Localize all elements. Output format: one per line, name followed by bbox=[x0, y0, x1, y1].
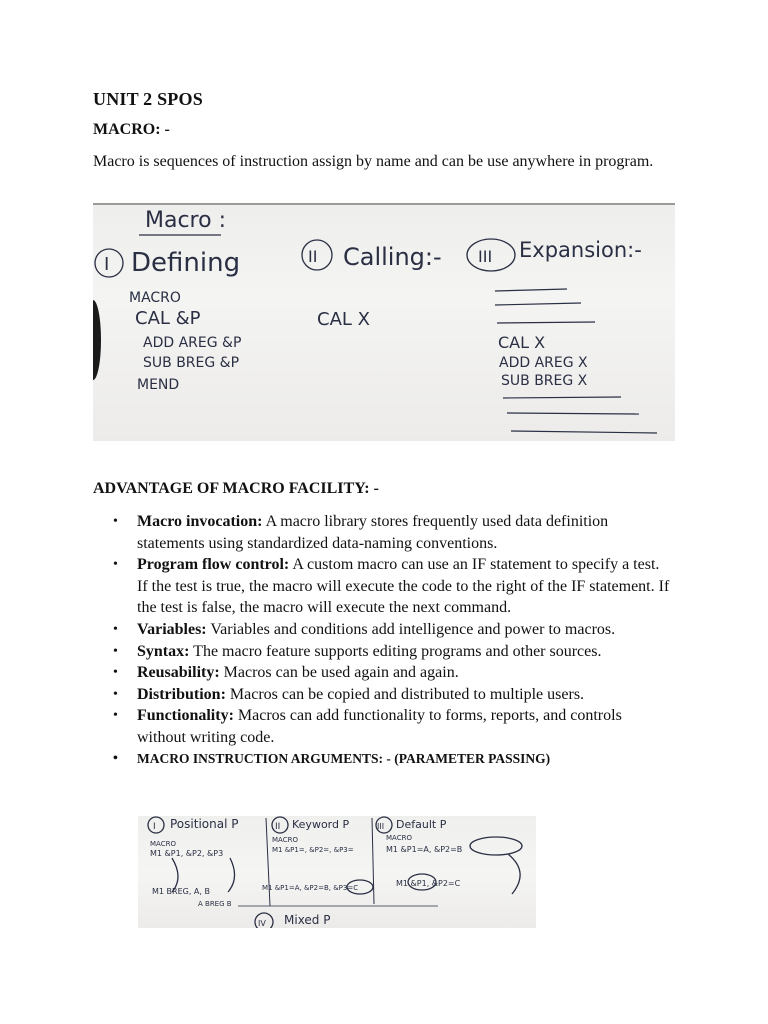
list-item-text: Variables and conditions add intelligence and power to macros. bbox=[206, 620, 616, 638]
list-item-term: Functionality: bbox=[137, 707, 234, 725]
advantages-list bbox=[93, 511, 673, 769]
wb1-calling-numeral: II bbox=[308, 247, 318, 266]
wb2-positional-line-1: MACRO bbox=[150, 840, 176, 848]
wb2-default-line-1: MACRO bbox=[386, 834, 412, 842]
wb2-default-label: Default P bbox=[396, 818, 447, 831]
list-item-term: Program flow control: bbox=[137, 556, 290, 574]
wb1-defining-line-2: CAL &P bbox=[135, 308, 201, 329]
wb1-defining-line-5: MEND bbox=[137, 377, 180, 393]
wb1-expansion-numeral: III bbox=[478, 247, 493, 266]
list-item bbox=[93, 705, 673, 748]
wb1-expansion-line-1: CAL X bbox=[498, 333, 546, 352]
list-item-term: Macro invocation: bbox=[137, 513, 263, 530]
list-item-text: Macros can be copied and distributed to multiple users. bbox=[225, 685, 585, 703]
wb1-calling-label: Calling:- bbox=[343, 243, 442, 271]
list-item-text: Macros can add functionality to forms, reports, and controls without writing code. bbox=[137, 707, 622, 746]
list-item-text: Macros can be used again and again. bbox=[219, 664, 459, 682]
wb2-mixed-label: Mixed P bbox=[284, 913, 331, 927]
macro-arguments-heading: • MACRO INSTRUCTION ARGUMENTS: - (PARAMETER PASSING) bbox=[93, 749, 673, 769]
wb1-heading: Macro : bbox=[145, 208, 226, 233]
whiteboard-photo-macro bbox=[93, 203, 675, 441]
wb2-keyword-line-2: M1 &P1=, &P2=, &P3= bbox=[272, 846, 354, 854]
list-item bbox=[93, 511, 673, 554]
list-item-term: Variables: bbox=[137, 620, 207, 638]
wb2-default-line-2: M1 &P1=A, &P2=B bbox=[386, 845, 463, 854]
wb1-expansion-line-3: SUB BREG X bbox=[501, 373, 588, 389]
list-item-text: A custom macro can use an IF statement to specify a test. If the test is true, the macro will execute the code to the right of the IF statement. If the test is false, the macro will execute the next command. bbox=[137, 556, 670, 617]
wb2-positional-numeral: I bbox=[153, 822, 156, 832]
wb2-positional-line-2: M1 &P1, &P2, &P3 bbox=[150, 849, 224, 858]
wb2-default-numeral: III bbox=[377, 822, 385, 831]
list-item bbox=[93, 619, 673, 641]
list-item-term: Reusability: bbox=[137, 664, 220, 682]
list-item bbox=[93, 684, 673, 706]
wb2-default-line-3: M1 &P1, &P2=C bbox=[396, 879, 461, 888]
wb1-defining-label: Defining bbox=[131, 248, 241, 278]
wb2-keyword-label: Keyword P bbox=[292, 818, 350, 831]
list-item bbox=[93, 641, 673, 663]
wb2-positional-label: Positional P bbox=[170, 817, 239, 831]
page-title: UNIT 2 SPOS bbox=[93, 89, 203, 109]
wb1-defining-line-1: MACRO bbox=[129, 290, 181, 306]
wb2-positional-line-4: A BREG B bbox=[198, 900, 232, 908]
wb2-keyword-line-1: MACRO bbox=[272, 836, 298, 844]
list-item bbox=[93, 554, 673, 619]
macro-definition-paragraph: Macro is sequences of instruction assign by name and can be use anywhere in program. bbox=[93, 153, 654, 170]
wb1-expansion-line-2: ADD AREG X bbox=[499, 355, 588, 371]
macro-heading: MACRO: - bbox=[93, 121, 170, 138]
advantages-heading: ADVANTAGE OF MACRO FACILITY: - bbox=[93, 480, 379, 497]
list-item-text: The macro feature supports editing programs and other sources. bbox=[189, 642, 602, 660]
list-item bbox=[93, 662, 673, 684]
wb1-defining-line-3: ADD AREG &P bbox=[143, 335, 242, 351]
wb2-keyword-line-3: M1 &P1=A, &P2=B, &P3=C bbox=[262, 884, 359, 892]
wb2-mixed-numeral: IV bbox=[258, 919, 266, 928]
wb1-defining-numeral: I bbox=[104, 254, 110, 275]
wb1-defining-line-4: SUB BREG &P bbox=[143, 355, 240, 371]
wb2-keyword-numeral: II bbox=[275, 822, 281, 832]
list-item-text: A macro library stores frequently used data definition statements using standardized data-naming conventions. bbox=[137, 513, 609, 552]
list-item-term: Distribution: bbox=[137, 685, 226, 703]
wb2-positional-line-3: M1 BREG, A, B bbox=[152, 887, 210, 896]
whiteboard-photo-parameters bbox=[138, 816, 536, 928]
wb1-calling-line-1: CAL X bbox=[317, 309, 370, 330]
wb1-expansion-label: Expansion:- bbox=[519, 238, 642, 262]
list-item-term: Syntax: bbox=[137, 642, 190, 660]
